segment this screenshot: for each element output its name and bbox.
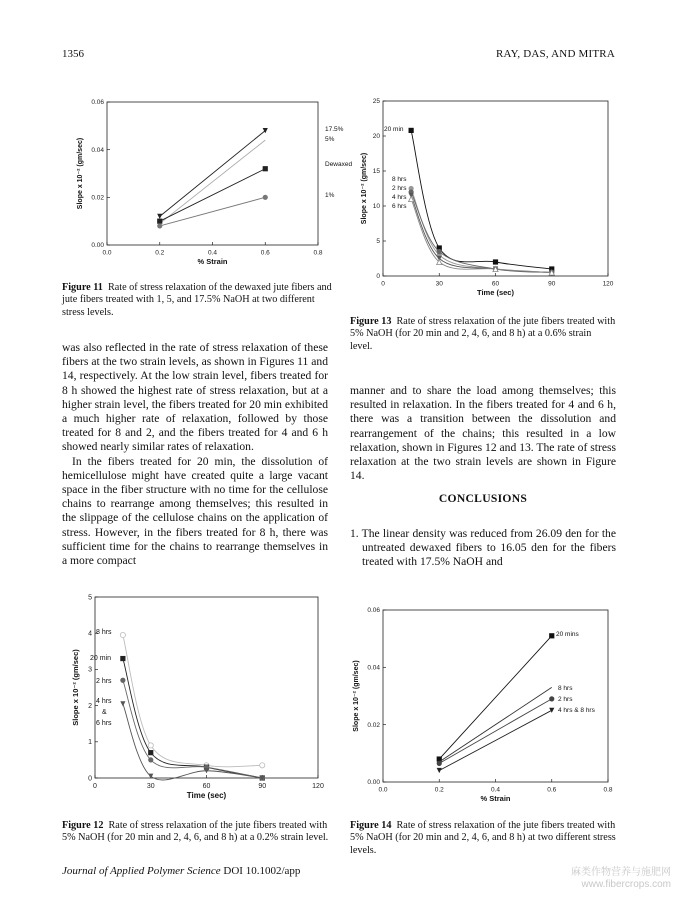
y-tick-label: 5 bbox=[376, 238, 380, 246]
x-tick-label: 0.6 bbox=[547, 786, 557, 794]
data-point bbox=[120, 701, 125, 706]
series-line bbox=[411, 196, 552, 273]
data-point bbox=[263, 166, 268, 171]
x-tick-label: 0.6 bbox=[260, 249, 270, 257]
data-point bbox=[148, 750, 153, 755]
paragraph: manner and to share the load among themselves; this resulted in relaxation. In the fibers treated for 4 and 6 h, there was a transition between the dissolution and rearrangement of the chains; this resulted in a low relaxation, shown in Figures 12 and 13. The rate of stress relaxation at the two strain levels are shown in Figure 14. bbox=[350, 384, 616, 483]
x-tick-label: 0.4 bbox=[207, 249, 218, 257]
series-label: 20 min bbox=[384, 126, 404, 133]
x-tick-label: 0.2 bbox=[434, 786, 444, 794]
paragraph: In the fibers treated for 20 min, the dissolution of hemicellulose might have created quite a large vacant space in the fiber structure with no time for the cellulose chains to rearrange among themselves; this resulted in the slippage of the cellulose chains on the application of stress. However, in the fibers treated for 8 h, there was sufficient time for the chains to rearrange themselves in a more compact bbox=[62, 454, 328, 568]
y-tick-label: 20 bbox=[372, 133, 380, 141]
right-column-text bbox=[350, 384, 616, 483]
y-tick-label: 1 bbox=[88, 739, 92, 747]
series-line bbox=[160, 169, 266, 221]
conclusion-item-1: 1. The linear density was reduced from 26.09 den for the untreated dewaxed fibers to 16.05 den for the fibers treated with 17.5% NaOH and bbox=[350, 527, 616, 569]
figure-12-caption bbox=[62, 820, 330, 845]
data-point bbox=[120, 656, 125, 661]
data-point bbox=[549, 696, 554, 701]
paragraph: was also reflected in the rate of stress relaxation of these fibers at the two strain levels, as shown in Figures 11 and 14, respectively. At the low strain level, fibers treated for 8 h showed the highest rate of stress relaxation, but at a higher strain level, the fibers treated for 20 min exhibited a much higher rate of relaxation, followed by those treated for 8 and 2, and the fibers treated for 4 and 6 h showed nearly similar rates of relaxation. bbox=[62, 341, 328, 454]
series-label: 4 hrs bbox=[392, 194, 407, 201]
running-head: RAY, DAS, AND MITRA bbox=[495, 48, 615, 60]
watermark bbox=[571, 867, 671, 891]
x-tick-label: 0.0 bbox=[378, 786, 388, 794]
watermark-line-2: www.fibercrops.com bbox=[581, 879, 671, 890]
series bbox=[160, 140, 266, 223]
y-axis-label: Slope x 10⁻² (gm/sec) bbox=[71, 649, 80, 726]
data-point bbox=[148, 743, 153, 748]
series-line bbox=[439, 687, 552, 762]
y-tick-label: 0 bbox=[376, 273, 380, 281]
figure-14 bbox=[348, 602, 628, 812]
doi: DOI 10.1002/app bbox=[223, 865, 301, 877]
series-label: 20 min bbox=[90, 655, 112, 662]
x-tick-label: 90 bbox=[548, 280, 556, 288]
x-tick-label: 60 bbox=[202, 783, 211, 790]
x-tick-label: 120 bbox=[602, 280, 614, 288]
y-tick-label: 0.02 bbox=[91, 194, 104, 202]
series bbox=[439, 687, 552, 762]
series-label: Dewaxed bbox=[325, 161, 353, 168]
y-tick-label: 0.06 bbox=[367, 607, 380, 615]
series-line bbox=[160, 197, 266, 226]
figure-14-chart bbox=[348, 602, 628, 812]
x-tick-label: 0.2 bbox=[155, 249, 165, 257]
y-tick-label: 4 bbox=[88, 630, 92, 638]
figure-11 bbox=[60, 93, 353, 273]
series-label: 2 hrs bbox=[96, 678, 112, 685]
series-label: 8 hrs bbox=[392, 176, 407, 183]
y-tick-label: 0 bbox=[88, 775, 92, 783]
series-label: 8 hrs bbox=[96, 629, 112, 636]
section-heading: CONCLUSIONS bbox=[438, 492, 528, 505]
y-tick-label: 0.00 bbox=[91, 242, 104, 250]
y-axis-label: Slope x 10⁻² (gm/sec) bbox=[77, 137, 84, 210]
series bbox=[409, 189, 555, 275]
data-point bbox=[549, 633, 554, 638]
data-point bbox=[157, 214, 162, 219]
figure-12-chart bbox=[58, 590, 343, 815]
series-label: 8 hrs bbox=[558, 685, 573, 692]
series-label: 4 hrs & 8 hrs bbox=[558, 707, 595, 714]
x-tick-label: 0.4 bbox=[490, 786, 501, 794]
plot-frame bbox=[383, 101, 608, 276]
series bbox=[157, 195, 268, 229]
y-tick-label: 0.04 bbox=[367, 664, 380, 672]
figure-14-caption bbox=[350, 820, 616, 857]
figure-11-chart bbox=[60, 93, 353, 273]
x-tick-label: 60 bbox=[491, 280, 500, 288]
figure-13-caption-text: Rate of stress relaxation of the jute fibers treated with 5% NaOH (for 20 min and 2, 4, 6, and 8 h) at a 0.6% strain level. bbox=[350, 316, 616, 352]
x-tick-label: 0 bbox=[381, 280, 385, 288]
y-tick-label: 5 bbox=[88, 594, 92, 602]
data-point bbox=[260, 763, 265, 768]
y-axis-label: Slope x 10⁻² (gm/sec) bbox=[353, 660, 360, 732]
series bbox=[120, 678, 265, 781]
figure-12 bbox=[58, 590, 343, 815]
y-tick-label: 2 bbox=[88, 702, 92, 710]
x-axis-label: % Strain bbox=[197, 257, 228, 266]
y-axis-label: Slope x 10⁻² (gm/sec) bbox=[361, 152, 368, 225]
series-label: 2 hrs bbox=[558, 696, 573, 703]
series bbox=[409, 196, 555, 275]
x-tick-label: 0.8 bbox=[313, 249, 323, 257]
data-point bbox=[263, 195, 268, 200]
data-point bbox=[437, 761, 442, 766]
series bbox=[120, 656, 265, 781]
x-tick-label: 0.0 bbox=[102, 249, 112, 257]
x-axis-label: % Strain bbox=[480, 794, 511, 803]
x-tick-label: 0.8 bbox=[603, 786, 613, 794]
series bbox=[120, 632, 265, 768]
series-label: 17.5% bbox=[325, 126, 344, 133]
y-tick-label: 0.00 bbox=[367, 779, 380, 787]
series bbox=[437, 708, 555, 773]
series-line bbox=[123, 704, 262, 780]
series-label: 1% bbox=[325, 192, 335, 199]
x-tick-label: 120 bbox=[312, 783, 324, 790]
data-point bbox=[157, 223, 162, 228]
data-point bbox=[157, 219, 162, 224]
page-number: 1356 bbox=[62, 48, 84, 60]
x-tick-label: 0 bbox=[93, 783, 97, 790]
x-tick-label: 90 bbox=[258, 783, 267, 790]
x-tick-label: 30 bbox=[435, 280, 443, 288]
data-point bbox=[409, 128, 414, 133]
journal-name: Journal of Applied Polymer Science bbox=[62, 865, 221, 877]
y-tick-label: 25 bbox=[372, 98, 380, 106]
y-tick-label: 3 bbox=[88, 666, 92, 674]
series bbox=[437, 696, 555, 766]
x-axis-label: Time (sec) bbox=[186, 791, 227, 800]
footer bbox=[62, 865, 300, 877]
series bbox=[157, 128, 268, 219]
figure-13 bbox=[348, 93, 628, 308]
plot-frame bbox=[95, 597, 318, 778]
figure-13-caption bbox=[350, 316, 616, 353]
data-point bbox=[437, 768, 442, 773]
series-line bbox=[439, 699, 552, 764]
watermark-line-1: 麻类作物营养与施肥网 bbox=[571, 867, 671, 878]
series-label: 2 hrs bbox=[392, 185, 407, 192]
series-line bbox=[160, 140, 266, 223]
figure-14-caption-text: Rate of stress relaxation of the jute fibers treated with 5% NaOH (for 20 min and 2, 4, 6, and 8 h) at two different stress levels. bbox=[350, 820, 616, 856]
figure-12-caption-text: Rate of stress relaxation of the jute fibers treated with 5% NaOH (for 20 min and 2, 4, 6, and 8 h) at a 0.2% strain level. bbox=[62, 820, 329, 844]
figure-11-caption-label: Figure 11 bbox=[62, 282, 103, 293]
series-line bbox=[123, 659, 262, 778]
series-line bbox=[160, 131, 266, 217]
y-tick-label: 10 bbox=[372, 203, 380, 211]
series-label: & bbox=[102, 709, 107, 716]
series-line bbox=[411, 130, 552, 269]
figure-11-caption-text: Rate of stress relaxation of the dewaxed jute fibers and jute fibers treated with 1, 5, and 17.5% NaOH at two different stress levels. bbox=[62, 282, 332, 318]
series-label: 5% bbox=[325, 136, 335, 143]
x-tick-label: 30 bbox=[146, 783, 155, 790]
figure-12-caption-label: Figure 12 bbox=[62, 820, 104, 831]
series bbox=[409, 193, 555, 275]
data-point bbox=[148, 757, 153, 762]
y-tick-label: 0.04 bbox=[91, 146, 104, 154]
figure-13-chart bbox=[348, 93, 628, 308]
left-column-text bbox=[62, 341, 328, 568]
series-line bbox=[123, 635, 262, 767]
y-tick-label: 15 bbox=[372, 168, 380, 176]
figure-14-caption-label: Figure 14 bbox=[350, 820, 392, 831]
data-point bbox=[493, 259, 498, 264]
data-point bbox=[549, 708, 554, 713]
series bbox=[120, 701, 265, 780]
series-label: 20 mins bbox=[556, 631, 579, 638]
series-label: 6 hrs bbox=[96, 720, 112, 727]
figure-13-caption-label: Figure 13 bbox=[350, 316, 392, 327]
series bbox=[157, 166, 268, 224]
figure-11-caption bbox=[62, 282, 334, 319]
data-point bbox=[437, 249, 442, 254]
data-point bbox=[120, 632, 125, 637]
data-point bbox=[120, 678, 125, 683]
series-label: 4 hrs bbox=[96, 698, 112, 705]
y-tick-label: 0.02 bbox=[367, 721, 380, 729]
y-tick-label: 0.06 bbox=[91, 99, 104, 107]
series-label: 6 hrs bbox=[392, 203, 407, 210]
x-axis-label: Time (sec) bbox=[477, 288, 514, 297]
